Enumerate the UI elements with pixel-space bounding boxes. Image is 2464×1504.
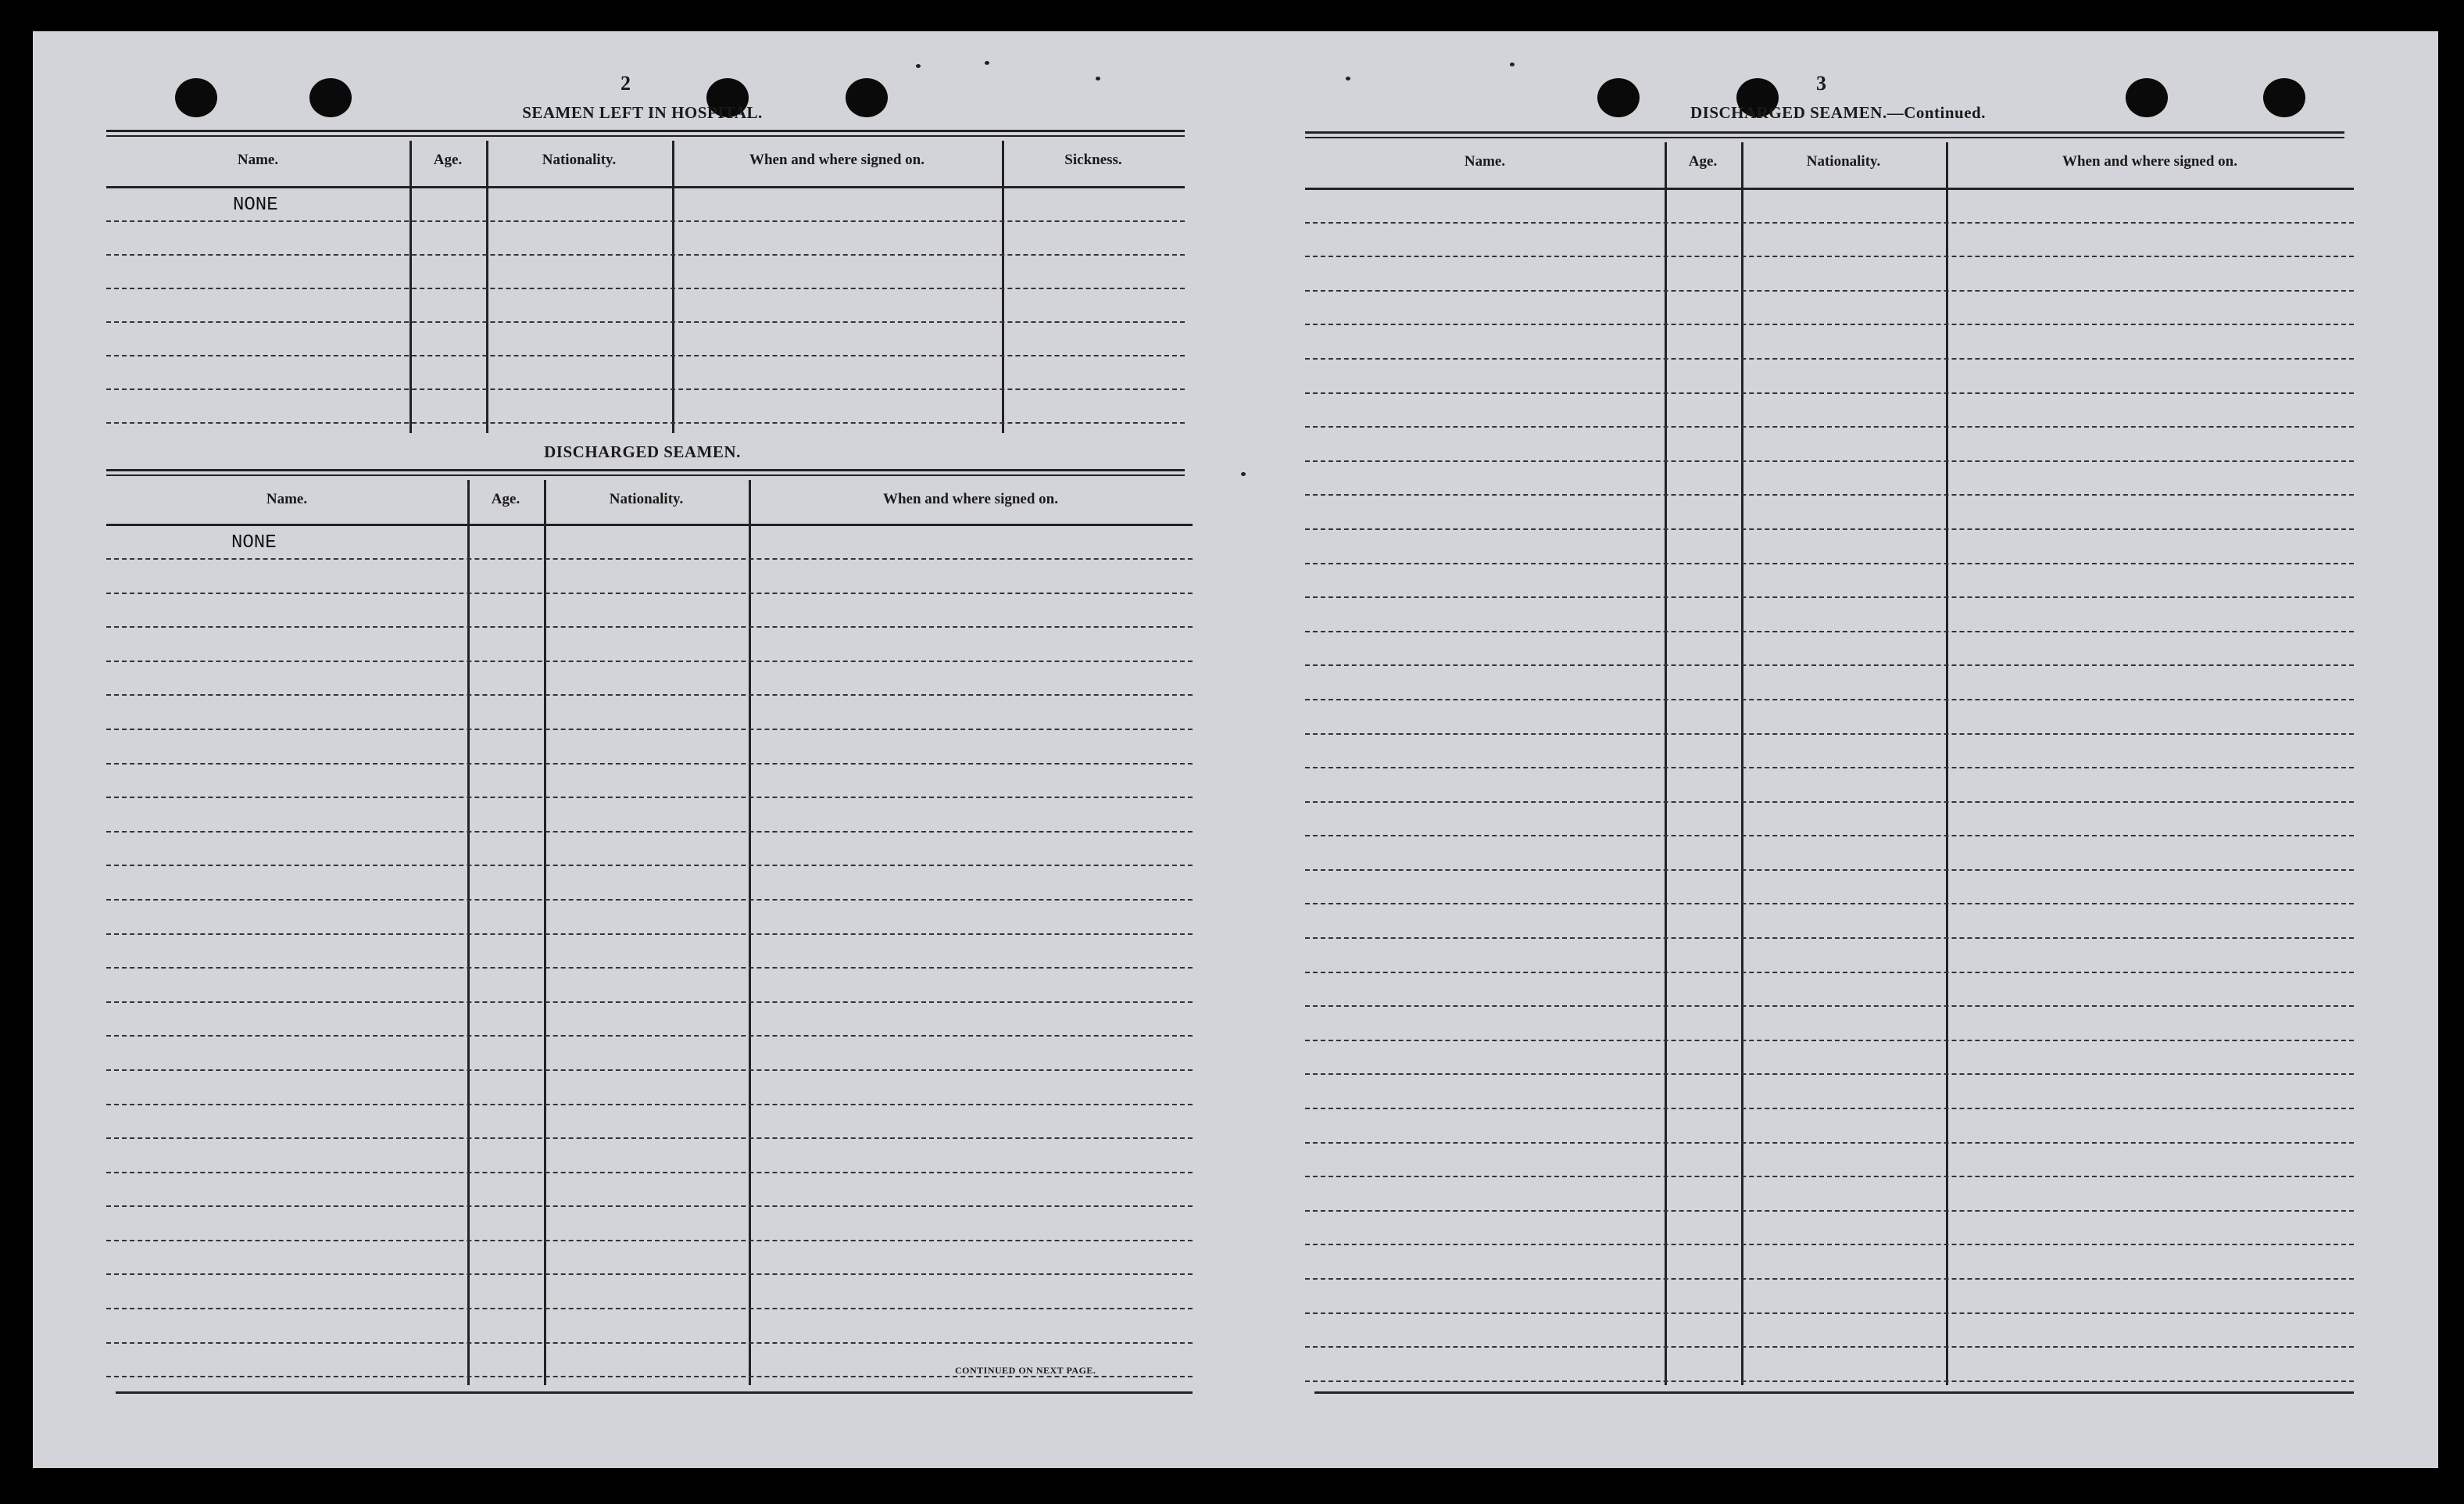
table-rows bbox=[106, 525, 1193, 1377]
table-row bbox=[106, 969, 1193, 1003]
table-row bbox=[1305, 428, 2354, 462]
table-row bbox=[1305, 1109, 2354, 1144]
column-header-signed-on: When and where signed on. bbox=[882, 491, 1058, 507]
table-row bbox=[106, 1207, 1193, 1241]
table-row bbox=[1305, 1041, 2354, 1076]
table-row bbox=[1305, 1314, 2354, 1348]
heading-rule bbox=[106, 130, 1185, 137]
table-row bbox=[106, 765, 1193, 799]
punch-hole bbox=[309, 78, 352, 117]
table-row bbox=[1305, 939, 2354, 973]
table-row bbox=[106, 833, 1193, 867]
punch-hole bbox=[175, 78, 217, 117]
column-header-age: Age. bbox=[491, 491, 520, 507]
table-row bbox=[106, 935, 1193, 969]
table-row bbox=[106, 628, 1193, 662]
table-row bbox=[1305, 257, 2354, 292]
column-header-nationality: Nationality. bbox=[609, 491, 684, 507]
table-row bbox=[1305, 1348, 2354, 1382]
table-row bbox=[106, 188, 1185, 222]
table-row bbox=[106, 1003, 1193, 1037]
table-row bbox=[106, 696, 1193, 730]
table-row bbox=[1305, 462, 2354, 496]
table-row bbox=[106, 356, 1185, 390]
table-row bbox=[1305, 394, 2354, 428]
table-row bbox=[1305, 1177, 2354, 1212]
discharged-section-heading: DISCHARGED SEAMEN. bbox=[544, 442, 741, 461]
table-row bbox=[1305, 1144, 2354, 1178]
table-row bbox=[1305, 973, 2354, 1008]
cell-name: NONE bbox=[231, 532, 277, 553]
table-row bbox=[1305, 768, 2354, 803]
column-header-name: Name. bbox=[266, 491, 308, 507]
table-row bbox=[106, 866, 1193, 901]
table-row bbox=[106, 390, 1185, 424]
continued-note: CONTINUED ON NEXT PAGE. bbox=[955, 1365, 1096, 1376]
table-row bbox=[1305, 904, 2354, 939]
column-header-signed-on: When and where signed on. bbox=[2062, 153, 2237, 170]
column-header-sickness: Sickness. bbox=[1064, 152, 1122, 168]
paper-speck bbox=[985, 61, 989, 65]
table-row bbox=[106, 1173, 1193, 1208]
table-row bbox=[1305, 803, 2354, 837]
table-rows bbox=[1305, 189, 2354, 1382]
column-header-name: Name. bbox=[237, 152, 279, 168]
hospital-table bbox=[106, 141, 1185, 433]
table-row bbox=[106, 1275, 1193, 1309]
table-row bbox=[1305, 1280, 2354, 1314]
column-header-name: Name. bbox=[1464, 153, 1506, 170]
table-row bbox=[1305, 292, 2354, 326]
table-row bbox=[1305, 836, 2354, 871]
table-row bbox=[106, 1139, 1193, 1173]
hospital-section-heading: SEAMEN LEFT IN HOSPITAL. bbox=[522, 103, 763, 122]
column-header-age: Age. bbox=[1688, 153, 1718, 170]
column-header-nationality: Nationality. bbox=[1806, 153, 1881, 170]
page-number-right: 3 bbox=[1816, 72, 1826, 95]
table-row bbox=[1305, 666, 2354, 700]
table-row bbox=[1305, 1075, 2354, 1109]
table-bottom-rule bbox=[1314, 1391, 2354, 1394]
heading-rule bbox=[106, 469, 1185, 476]
discharged-continued-heading: DISCHARGED SEAMEN.—Continued. bbox=[1690, 103, 1986, 122]
table-row bbox=[106, 1309, 1193, 1344]
punch-hole bbox=[2263, 78, 2305, 117]
table-row bbox=[1305, 871, 2354, 905]
table-row bbox=[1305, 530, 2354, 564]
table-row bbox=[1305, 224, 2354, 258]
table-row bbox=[106, 1071, 1193, 1105]
paper-speck bbox=[1096, 77, 1100, 81]
table-row bbox=[106, 323, 1185, 356]
table-row bbox=[1305, 735, 2354, 769]
table-row bbox=[1305, 1245, 2354, 1280]
table-row bbox=[1305, 360, 2354, 394]
table-row bbox=[1305, 632, 2354, 667]
table-row bbox=[106, 901, 1193, 935]
table-row bbox=[1305, 564, 2354, 599]
table-row bbox=[1305, 700, 2354, 735]
table-row bbox=[1305, 496, 2354, 530]
table-row bbox=[106, 798, 1193, 833]
heading-rule bbox=[1305, 131, 2344, 138]
table-row bbox=[106, 1241, 1193, 1276]
table-row bbox=[106, 1105, 1193, 1140]
table-row bbox=[1305, 1007, 2354, 1041]
column-header-nationality: Nationality. bbox=[542, 152, 617, 168]
paper-speck bbox=[1241, 472, 1246, 476]
column-header-age: Age. bbox=[433, 152, 463, 168]
cell-name: NONE bbox=[233, 195, 278, 216]
table-row bbox=[1305, 189, 2354, 224]
table-row bbox=[106, 525, 1193, 560]
table-row bbox=[106, 222, 1185, 256]
table-row bbox=[1305, 598, 2354, 632]
discharged-continued-table bbox=[1305, 142, 2354, 1385]
table-row bbox=[106, 256, 1185, 289]
punch-hole bbox=[2126, 78, 2168, 117]
table-row bbox=[106, 560, 1193, 594]
table-row bbox=[106, 289, 1185, 323]
paper-speck bbox=[1346, 77, 1350, 81]
table-row bbox=[106, 730, 1193, 765]
table-row bbox=[106, 594, 1193, 628]
table-row bbox=[106, 662, 1193, 696]
column-header-signed-on: When and where signed on. bbox=[749, 152, 924, 168]
paper-speck bbox=[916, 64, 921, 68]
table-row bbox=[106, 1037, 1193, 1071]
discharged-table bbox=[106, 480, 1193, 1385]
table-row bbox=[1305, 325, 2354, 360]
page-number-left: 2 bbox=[620, 72, 631, 95]
document-sheet bbox=[33, 31, 2438, 1468]
table-bottom-rule bbox=[116, 1391, 1193, 1394]
table-row bbox=[1305, 1212, 2354, 1246]
paper-speck bbox=[1510, 63, 1515, 66]
table-rows bbox=[106, 188, 1185, 424]
